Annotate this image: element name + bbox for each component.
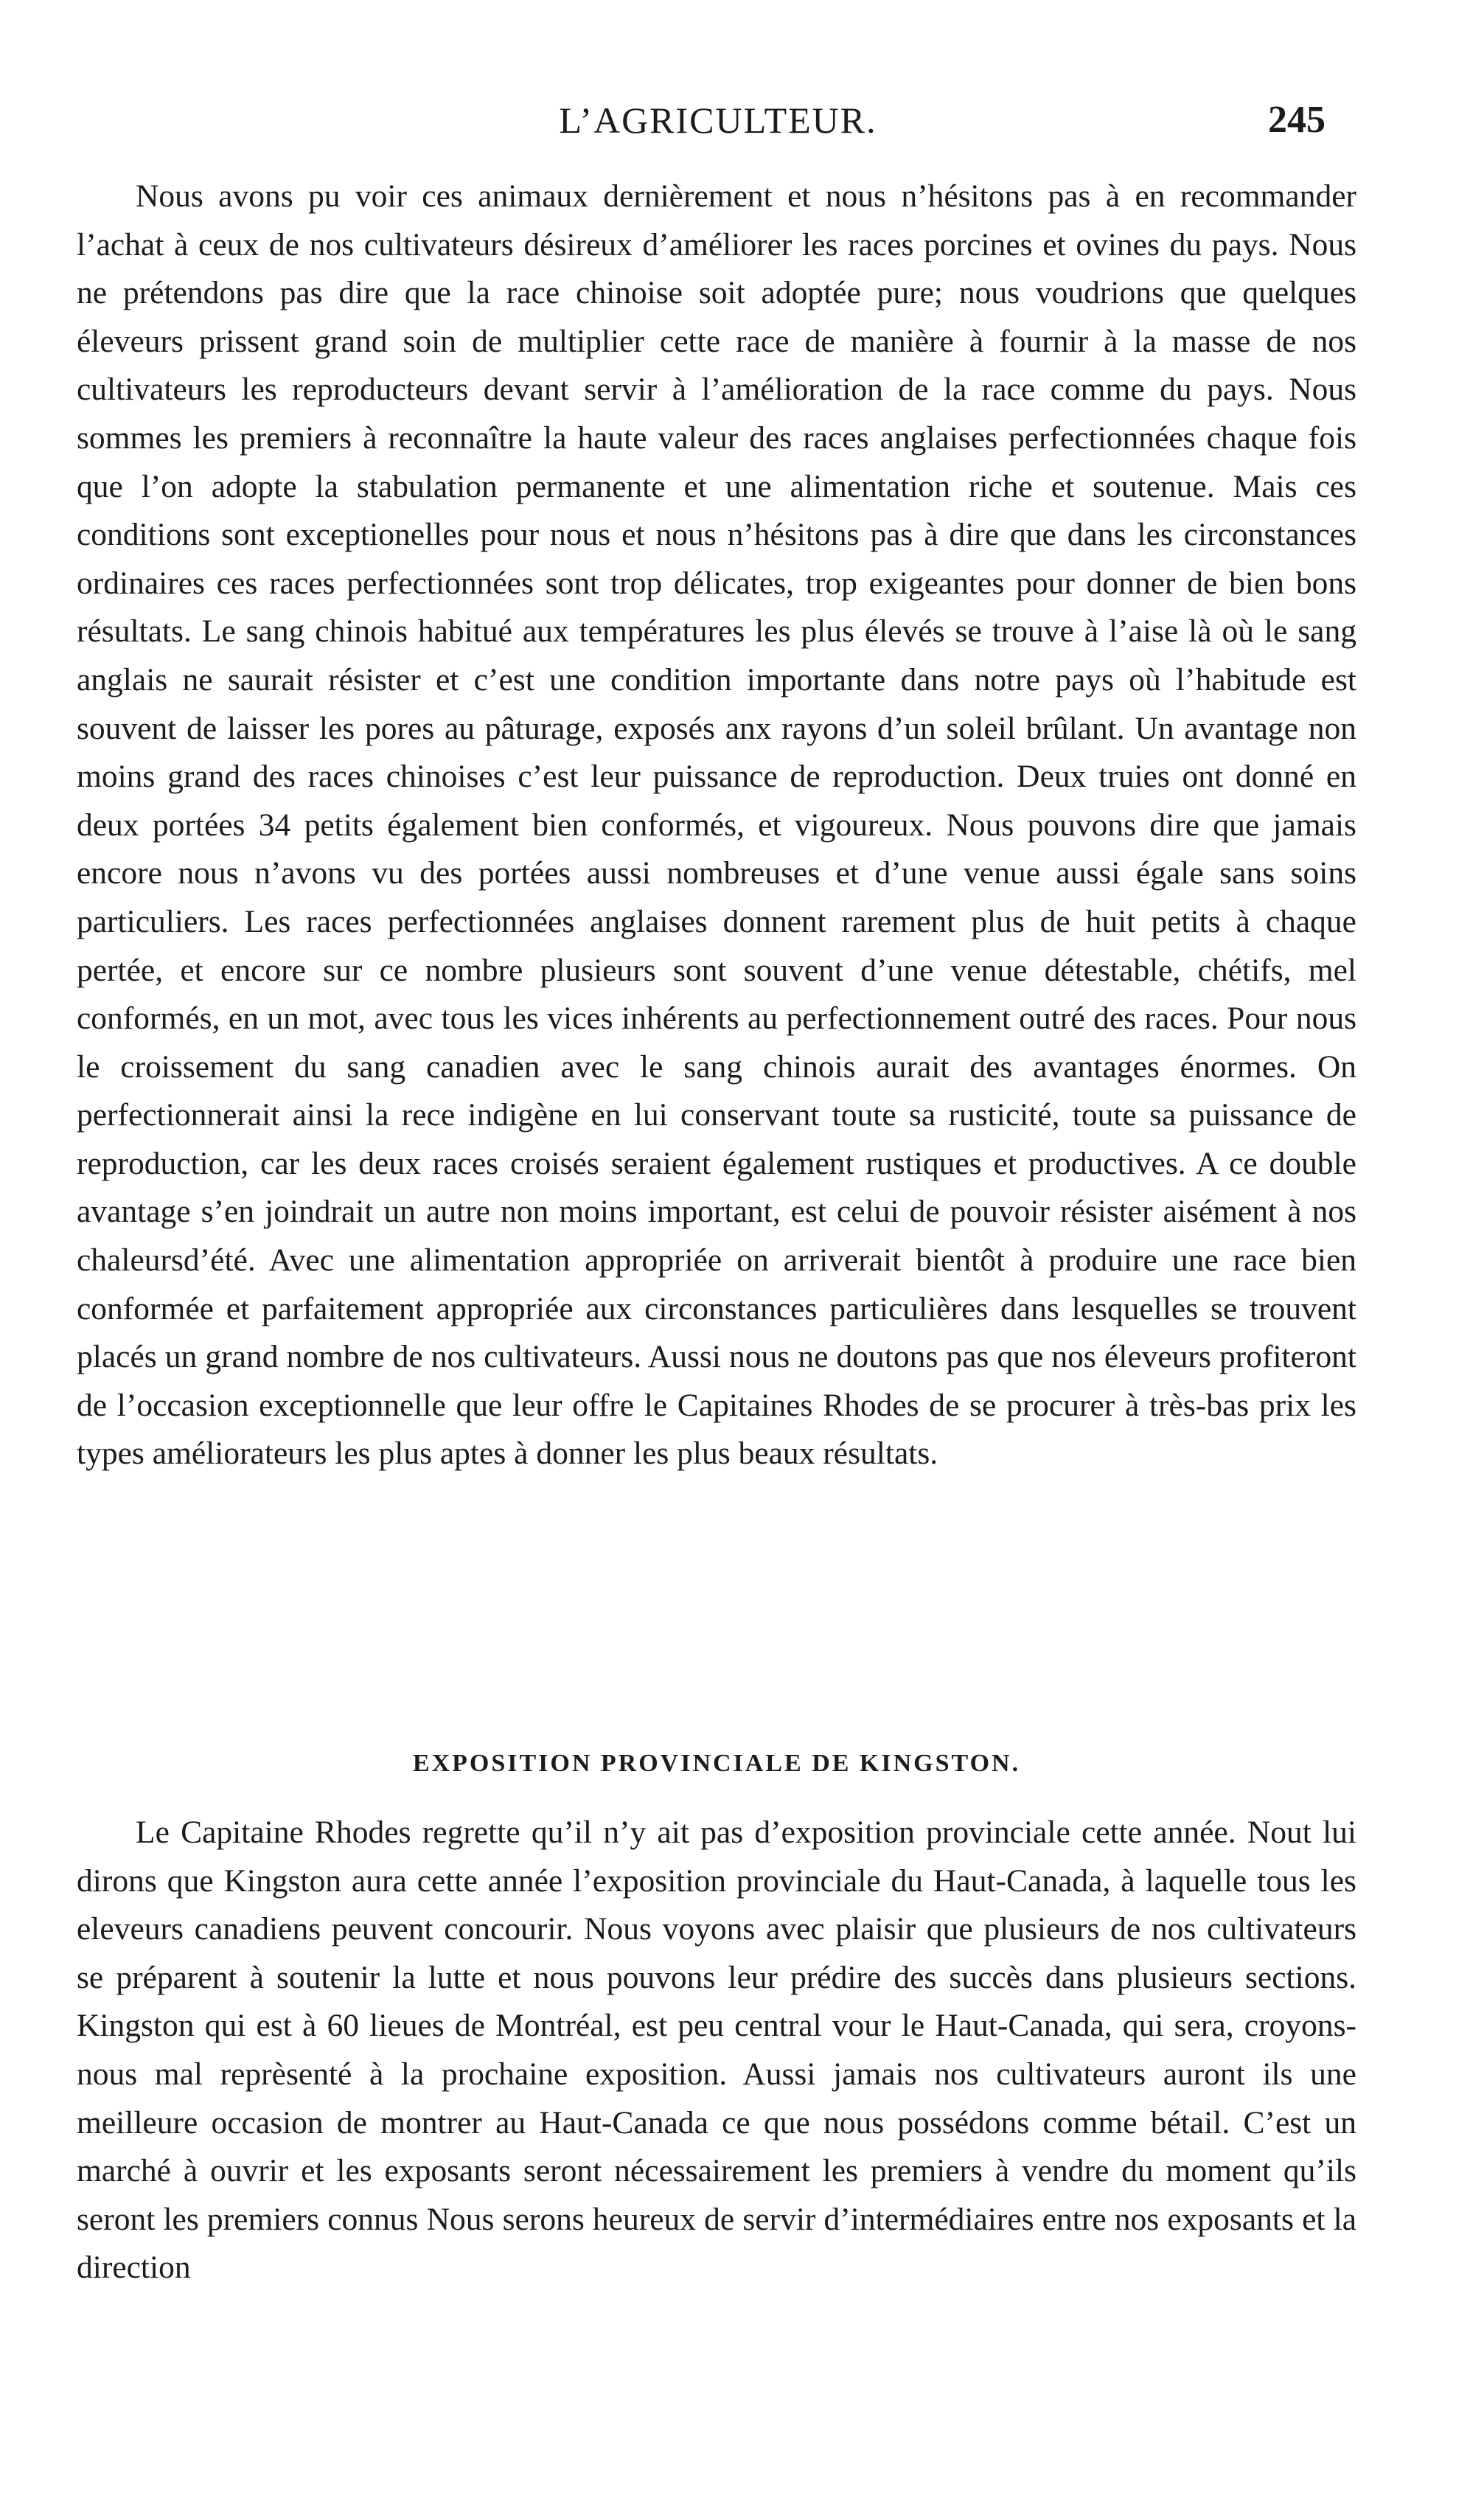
paragraph-chinese-breeds: Nous avons pu voir ces animaux dernièrement et nous n’hésitons pas à en recommander l’achat à ceux de nos cultivateurs désireux d’améliorer les races porcines et ovines du pays. Nous ne prétendons pas dire que la race chinoise soit adoptée pure; nous voudrions que quelques éleveurs prissent grand soin de multiplier cette race de manière à fournir à la masse de nos cultivateurs les reproducteurs devant servir à l’amélioration de la race comme du pays. Nous sommes les premiers à reconnaître la haute valeur des races anglaises perfectionnées chaque fois que l’on adopte la stabulation permanente et une alimentation riche et soutenue. Mais ces conditions sont exceptionelles pour nous et nous n’hésitons pas à dire que dans les circonstances ordinaires ces races perfectionnées sont trop délicates, trop exigeantes pour donner de bien bons résultats. Le sang chinois habitué aux températures les plus élevés se trouve à l’aise là où le sang anglais ne saurait résister et c’est une condition importante dans notre pays où l’habitude est souvent de laisser les pores au pâturage, exposés anx rayons d’un soleil brûlant. Un avantage non moins grand des races chinoises c’est leur puissance de reproduction. Deux truies ont donné en deux portées 34 petits également bien conformés, et vigoureux. Nous pouvons dire que jamais encore nous n’avons vu des portées aussi nombreuses et d’une venue aussi égale sans soins particuliers. Les races perfectionnées anglaises donnent rarement plus de huit petits à chaque pertée, et encore sur ce nombre plusieurs sont souvent d’une venue détestable, chétifs, mel conformés, en un mot, avec tous les vices inhérents au perfectionnement outré des races. Pour nous le croissement du sang canadien avec le sang chinois aurait des avantages énormes. On perfectionnerait ainsi la rece indigène en lui conservant toute sa rusticité, toute sa puissance de reproduction, car les deux races croisés seraient également rustiques et productives. A ce double avantage s’en joindrait un autre non moins important, est celui de pouvoir résister aisément à nos chaleursd’été. Avec une alimentation appropriée on arriverait bientôt à produire une race bien conformée et parfaitement appropriée aux circonstances particulières dans lesquelles se trouvent placés un grand nombre de nos cultivateurs. Aussi nous ne doutons pas que nos éleveurs profiteront de l’occasion exceptionnelle que leur offre le Capitaines Rhodes de se procurer à très-bas prix les types améliorateurs les plus aptes à donner les plus beaux résultats. <box>77 178 1356 1472</box>
running-title: L’AGRICULTEUR. <box>559 100 877 141</box>
page-header <box>111 94 1326 146</box>
paragraph-kingston-exposition: Le Capitaine Rhodes regrette qu’il n’y ait pas d’exposition provinciale cette année. Nout lui dirons que Kingston aura cette année l’exposition provinciale du Haut-Canada, à laquelle tous les eleveurs canadiens peuvent concourir. Nous voyons avec plaisir que plusieurs de nos cultivateurs se préparent à soutenir la lutte et nous pouvons leur prédire des succès dans plusieurs sections. Kingston qui est à 60 lieues de Montréal, est peu central vour le Haut-Canada, qui sera, croyons-nous mal reprèsenté à la prochaine exposition. Aussi jamais nos cultivateurs auront ils une meilleure occasion de montrer au Haut-Canada ce que nous possédons comme bétail. C’est un marché à ouvrir et les exposants seront nécessairement les premiers à vendre du moment qu’ils seront les premiers connus Nous serons heureux de servir d’intermédiaires entre nos exposants et la direction <box>77 1815 1356 2286</box>
page-number: 245 <box>1268 99 1326 141</box>
section-heading: EXPOSITION PROVINCIALE DE KINGSTON. <box>412 1750 1021 1777</box>
